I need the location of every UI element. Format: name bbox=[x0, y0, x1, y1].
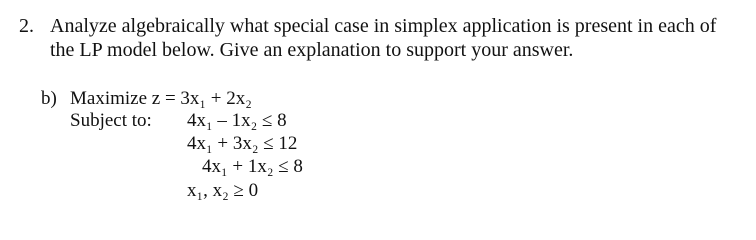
non-negativity-constraint: x₁, x₂ ≥ 0 bbox=[187, 180, 259, 201]
constraint-3: 4x₁ + 1x₂ ≤ 8 bbox=[202, 156, 303, 177]
objective-function: Maximize z = 3x₁ + 2x₂ bbox=[70, 88, 252, 109]
constraint-1: 4x₁ – 1x₂ ≤ 8 bbox=[187, 110, 287, 131]
subject-to-label: Subject to: bbox=[70, 110, 152, 131]
question-line-1: Analyze algebraically what special case in simplex application is present in each of bbox=[50, 15, 717, 37]
question-number: 2. bbox=[19, 15, 34, 37]
question-text bbox=[50, 14, 740, 62]
part-label: b) bbox=[41, 88, 57, 109]
constraint-2: 4x₁ + 3x₂ ≤ 12 bbox=[187, 133, 298, 154]
question-line-2: the LP model below. Give an explanation to support your answer. bbox=[50, 39, 574, 61]
